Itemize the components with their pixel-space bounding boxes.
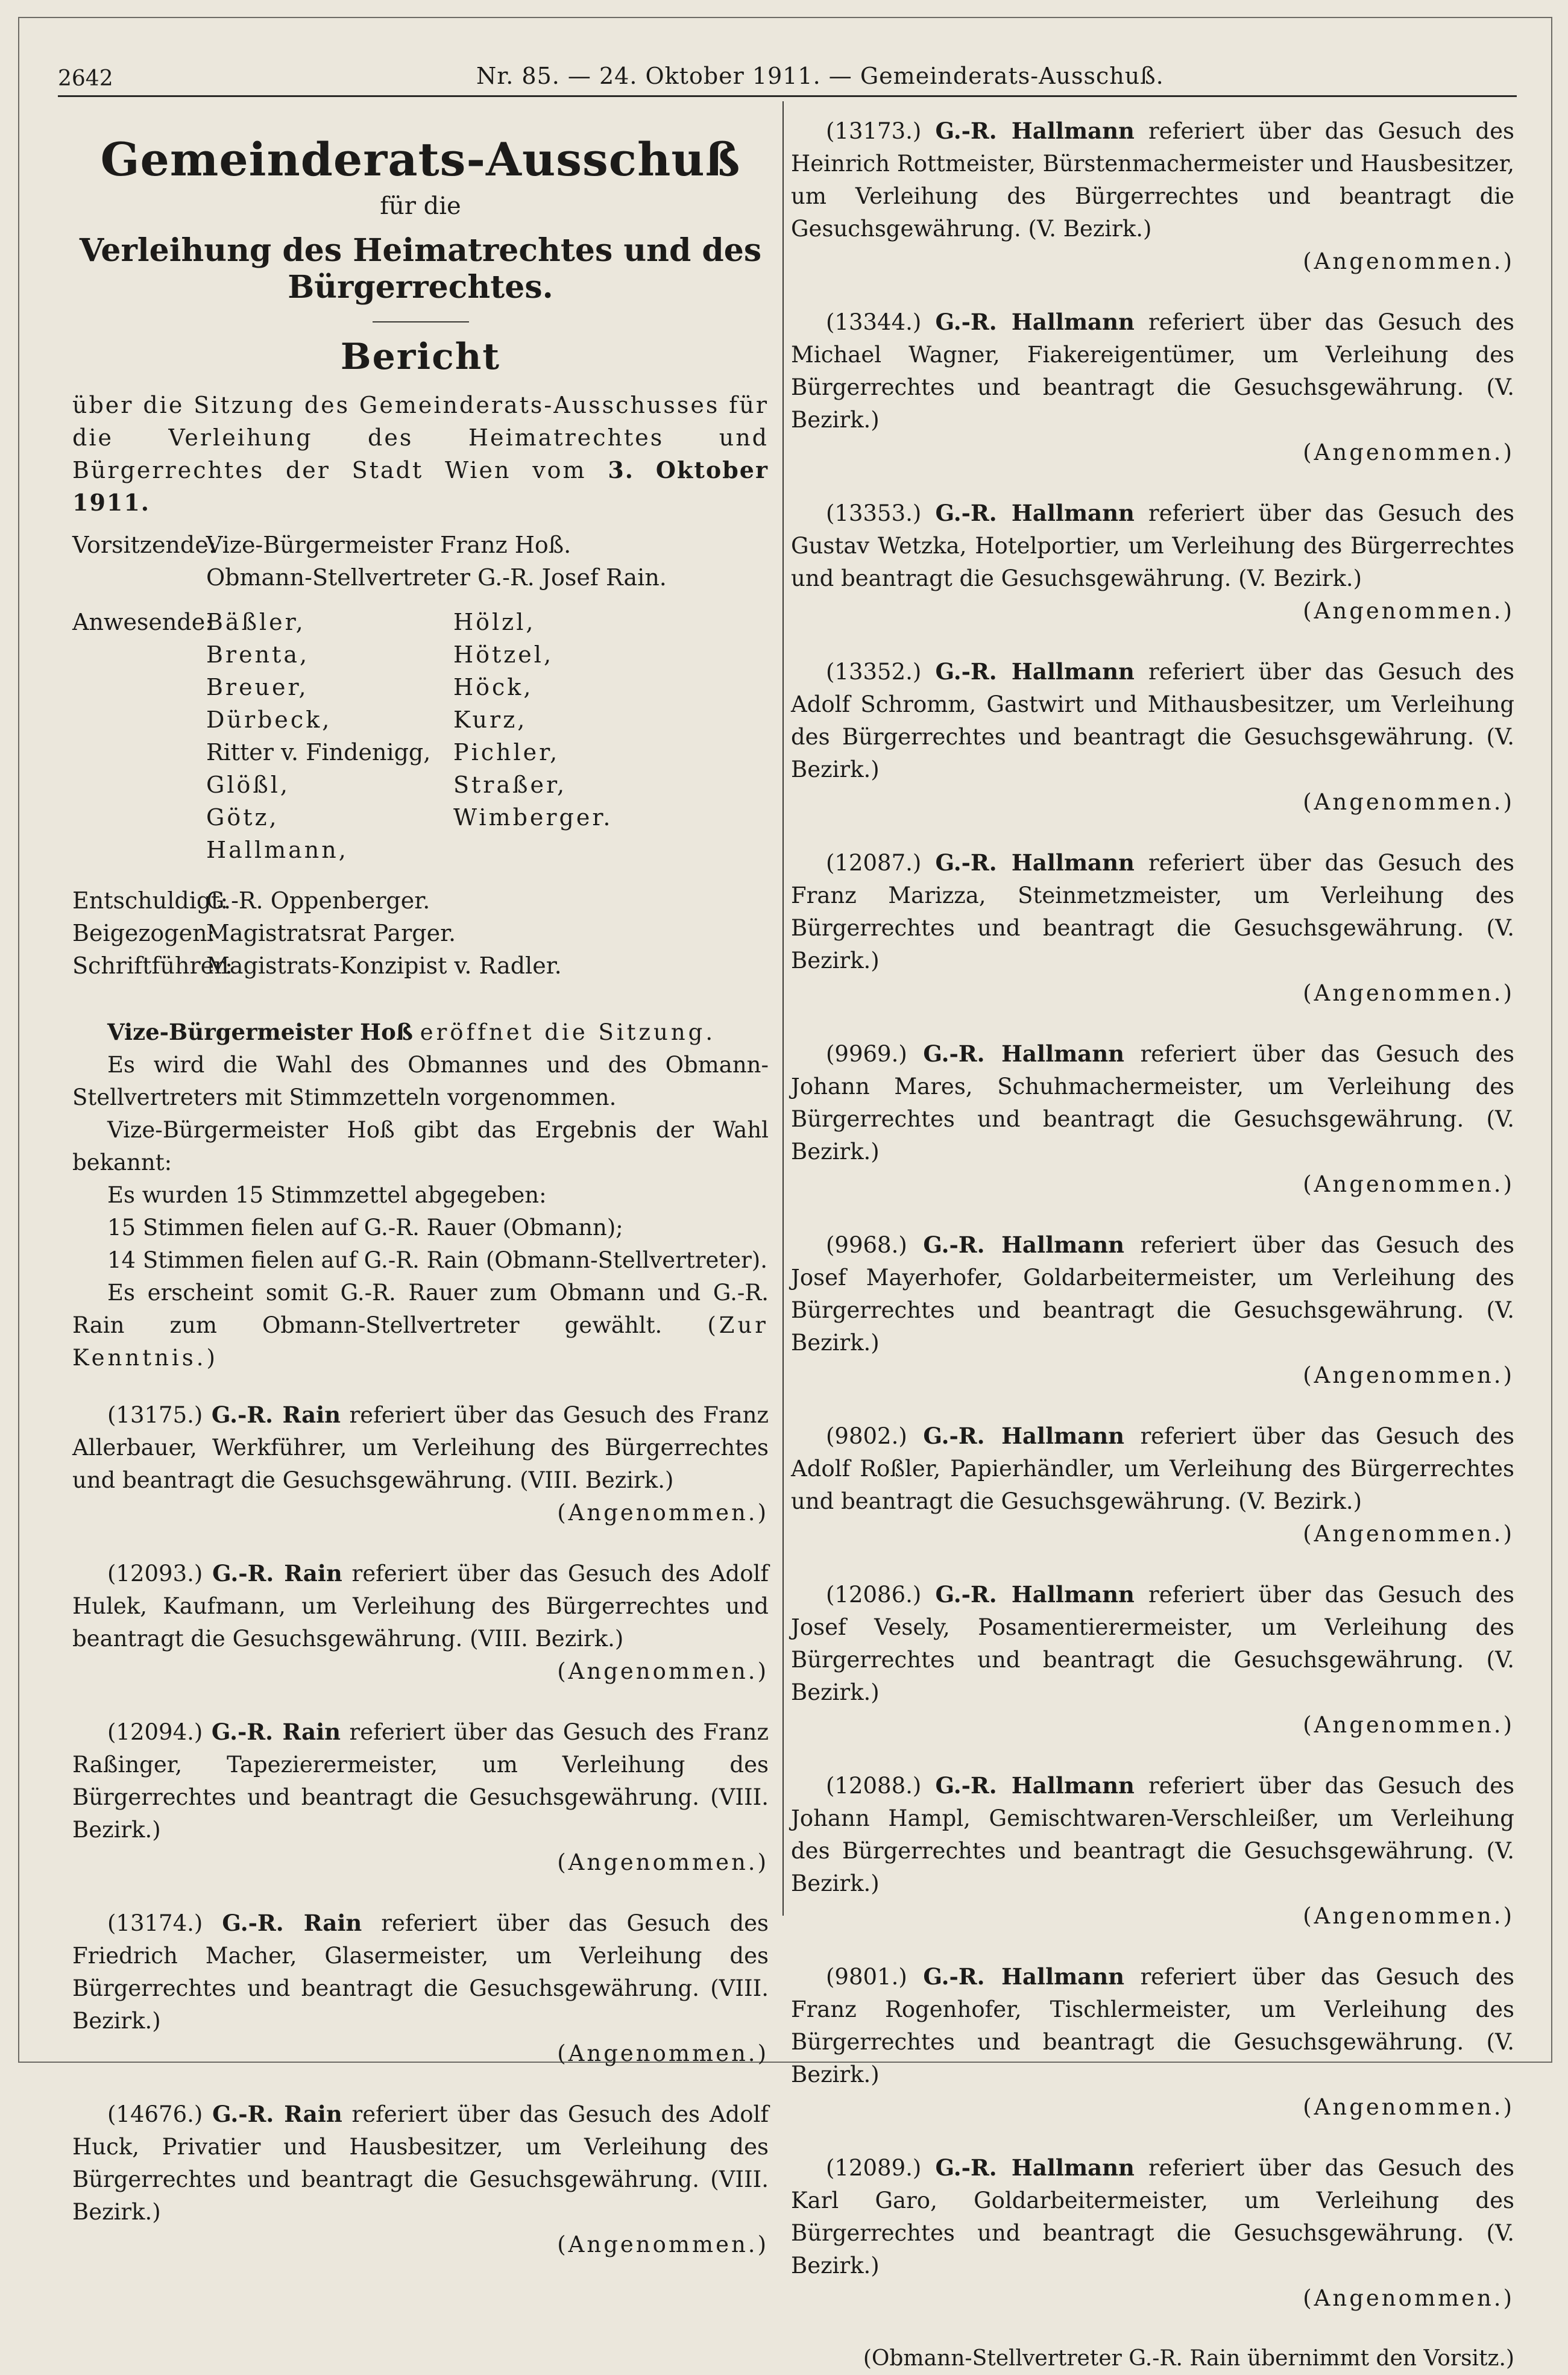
attendee: Wimberger. — [453, 804, 613, 831]
petition-body: referiert über das Gesuch des Gustav Wetzka, Hotelportier, um Verleihung des Bürgerrechtes und beantragt die Gesuchsgewährung. (V. Bezirk.) — [791, 500, 1515, 591]
petition-text — [791, 1037, 1514, 1168]
petition-entry — [72, 1716, 769, 1879]
consulted-value: Magistratsrat Parger. — [206, 920, 456, 946]
verdict: (Angenommen.) — [1303, 248, 1514, 274]
reporter-name: G.-R. Hallmann — [935, 658, 1135, 685]
petition-number: (13173.) — [826, 118, 922, 144]
petition-number: (9801.) — [826, 1964, 907, 1990]
left-entries — [72, 1398, 769, 2261]
petition-body: referiert über das Gesuch des Josef Vesely, Posamentierermeister, um Verleihung des Bürgerrechtes und beantragt die Gesuchsgewährung. (V. Bezirk.) — [791, 1582, 1515, 1705]
verdict: (Angenommen.) — [557, 1500, 769, 1526]
petition-text — [791, 306, 1514, 436]
petition-body: referiert über das Gesuch des Adolf Huck, Privatier und Hausbesitzer, um Verleihung des Bürgerrechtes und beantragt die Gesuchsgewährung. (VIII. Bezirk.) — [72, 2101, 769, 2225]
attendee: Hötzel, — [453, 641, 554, 668]
petition-body: referiert über das Gesuch des Adolf Hulek, Kaufmann, um Verleihung des Bürgerrechtes und beantragt die Gesuchsgewährung. (VIII. Bezirk.) — [72, 1561, 769, 1652]
right-entries — [791, 115, 1514, 2315]
reporter-name: G.-R. Rain — [211, 1401, 341, 1428]
petition-text — [72, 1907, 769, 2037]
opening-statement — [72, 1016, 769, 1049]
attendee: Breuer, — [206, 674, 309, 700]
secretary-label: Schriftführer: — [72, 952, 233, 979]
petition-entry — [72, 2098, 769, 2261]
petition-body: referiert über das Gesuch des Adolf Schromm, Gastwirt und Mithausbesitzer, um Verleihung des Bürgerrechtes und beantragt die Gesuchsgewährung. (V. Bezirk.) — [791, 659, 1515, 782]
chair-line — [72, 529, 769, 561]
title-rule — [373, 321, 469, 322]
attendee: Hallmann, — [206, 837, 348, 863]
petition-text — [72, 1398, 769, 1497]
consulted-line — [72, 917, 769, 949]
petition-number: (12088.) — [826, 1773, 922, 1799]
chair-name-2: Obmann-Stellvertreter G.-R. Josef Rain. — [206, 564, 667, 591]
petition-number: (12089.) — [826, 2155, 922, 2181]
verdict: (Angenommen.) — [557, 1849, 769, 1875]
petition-text — [72, 1557, 769, 1655]
verdict: (Angenommen.) — [557, 1658, 769, 1684]
verdict: (Angenommen.) — [557, 2040, 769, 2066]
attendee: Götz, — [206, 804, 279, 831]
petition-text — [72, 2098, 769, 2229]
petition-body: referiert über das Gesuch des Michael Wagner, Fiakereigentümer, um Verleihung des Bürgerrechtes und beantragt die Gesuchsgewährung. (V. Bezirk.) — [791, 309, 1515, 433]
petition-entry — [791, 1960, 1514, 2124]
column-divider — [782, 101, 784, 1916]
reporter-name: G.-R. Hallmann — [923, 1232, 1125, 1258]
reporter-name: G.-R. Hallmann — [935, 500, 1135, 526]
attendee: Ritter v. Findenigg, — [206, 739, 431, 766]
petition-text — [791, 846, 1514, 977]
petition-entry — [791, 1420, 1514, 1550]
petition-text — [791, 1960, 1514, 2091]
secretary-value: Magistrats-Konzipist v. Radler. — [206, 952, 562, 979]
reporter-name: G.-R. Hallmann — [935, 1772, 1135, 1799]
petition-entry — [791, 2151, 1514, 2315]
election-result-text: Es erscheint somit G.-R. Rauer zum Obmann und G.-R. Rain zum Obmann-Stellvertreter gewählt. — [72, 1280, 769, 1338]
verdict: (Angenommen.) — [557, 2232, 769, 2257]
verdict: (Angenommen.) — [1303, 1903, 1514, 1929]
petition-text — [72, 1716, 769, 1846]
petition-number: (14676.) — [107, 2101, 203, 2127]
petition-body: referiert über das Gesuch des Franz Rogenhofer, Tischlermeister, um Verleihung des Bürgerrechtes und beantragt die Gesuchsgewährung. (V. Bezirk.) — [791, 1964, 1514, 2087]
reporter-name: G.-R. Hallmann — [935, 309, 1135, 335]
report-intro — [72, 389, 769, 519]
reporter-name: G.-R. Hallmann — [923, 1963, 1125, 1990]
page-number: 2642 — [58, 66, 113, 91]
petition-number: (9802.) — [826, 1423, 907, 1449]
petition-entry — [791, 1769, 1514, 1933]
petition-number: (13353.) — [826, 500, 922, 526]
votes-deputy: 14 Stimmen fielen auf G.-R. Rain (Obmann-Stellvertreter). — [107, 1247, 767, 1273]
petition-number: (12087.) — [826, 850, 922, 876]
title-subject: Verleihung des Heimatrechtes und des Bürgerrechtes. — [79, 232, 762, 306]
petition-number: (12093.) — [107, 1561, 203, 1587]
petition-number: (13174.) — [107, 1910, 203, 1936]
petition-text — [791, 1578, 1514, 1709]
verdict: (Angenommen.) — [1303, 980, 1514, 1006]
petition-number: (12086.) — [826, 1582, 922, 1608]
attendee: Bäßler, — [206, 609, 306, 635]
petition-body: referiert über das Gesuch des Johann Hampl, Gemischtwaren-Verschleißer, um Verleihung des Bürgerrechtes und beantragt die Gesuchsgewährung. (V. Bezirk.) — [791, 1773, 1515, 1896]
votes-chair: 15 Stimmen fielen auf G.-R. Rauer (Obmann); — [107, 1215, 623, 1241]
attendee: Hölzl, — [453, 609, 536, 635]
petition-text — [791, 2151, 1514, 2282]
running-title: Nr. 85. — 24. Oktober 1911. — Gemeinderats-Ausschuß. — [476, 63, 1164, 89]
petition-entry — [791, 655, 1514, 819]
petition-text — [791, 1769, 1514, 1900]
verdict: (Angenommen.) — [1303, 2094, 1514, 2120]
petition-entry — [791, 846, 1514, 1010]
attendance-list — [72, 606, 769, 866]
verdict: (Angenommen.) — [1303, 2285, 1514, 2311]
petition-text — [791, 115, 1514, 245]
excused-line — [72, 884, 769, 917]
chair-label: Vorsitzende: — [72, 532, 216, 558]
chair-name-1: Vize-Bürgermeister Franz Hoß. — [206, 532, 571, 558]
election-result — [72, 1277, 769, 1374]
petition-entry — [72, 1398, 769, 1529]
reporter-name: G.-R. Hallmann — [923, 1423, 1125, 1449]
opening-speaker: Vize-Bürgermeister Hoß — [107, 1019, 413, 1045]
reporter-name: G.-R. Hallmann — [923, 1040, 1125, 1067]
reporter-name: G.-R. Hallmann — [935, 118, 1135, 144]
title-connector: für die — [380, 192, 461, 220]
petition-text — [791, 497, 1514, 595]
attendee: Brenta, — [206, 641, 310, 668]
petition-body: referiert über das Gesuch des Adolf Roßler, Papierhändler, um Verleihung des Bürgerrechtes und beantragt die Gesuchsgewährung. (V. Bezirk.) — [791, 1423, 1514, 1514]
excused-label: Entschuldigt: — [72, 887, 228, 914]
reporter-name: G.-R. Rain — [222, 1910, 362, 1936]
excused-value: G.-R. Oppenberger. — [206, 887, 430, 914]
petition-entry — [791, 306, 1514, 469]
election-paragraph: Es wird die Wahl des Obmannes und des Obmann-Stellvertreters mit Stimmzetteln vorgenommen. — [72, 1052, 769, 1110]
right-column — [791, 115, 1514, 2375]
reporter-name: G.-R. Hallmann — [935, 2154, 1135, 2181]
secretary-line — [72, 949, 769, 982]
petition-body: referiert über das Gesuch des Friedrich Macher, Glasermeister, um Verleihung des Bürgerrechtes und beantragt die Gesuchsgewährung. (VIII. Bezirk.) — [72, 1910, 769, 2034]
attendee: Dürbeck, — [206, 706, 332, 733]
petition-number: (13344.) — [826, 309, 922, 335]
petition-entry — [72, 1907, 769, 2070]
reporter-name: G.-R. Rain — [212, 2101, 342, 2127]
attendee: Höck, — [453, 674, 534, 700]
election-result-verdict: (Zur Kenntnis.) — [72, 1312, 769, 1371]
attendance-col-left — [206, 606, 453, 866]
verdict: (Angenommen.) — [1303, 1712, 1514, 1738]
reporter-name: G.-R. Hallmann — [935, 849, 1135, 876]
attendance-label: Anwesende: — [72, 609, 213, 635]
petition-body: referiert über das Gesuch des Franz Raßinger, Tapezierermeister, um Verleihung des Bürgerrechtes und beantragt die Gesuchsgewährung. (VIII. Bezirk.) — [72, 1719, 769, 1843]
verdict: (Angenommen.) — [1303, 789, 1514, 815]
petition-entry — [791, 497, 1514, 628]
verdict: (Angenommen.) — [1303, 439, 1514, 465]
petition-text — [791, 1420, 1514, 1518]
verdict: (Angenommen.) — [1303, 1362, 1514, 1388]
attendee: Glößl, — [206, 772, 291, 798]
petition-entry — [791, 1578, 1514, 1741]
attendee: Pichler, — [453, 739, 560, 766]
left-column — [72, 115, 769, 2289]
petition-number: (9969.) — [826, 1041, 907, 1067]
consulted-label: Beigezogen: — [72, 920, 215, 946]
petition-body: referiert über das Gesuch des Josef Mayerhofer, Goldarbeitermeister, um Verleihung des Bürgerrechtes und beantragt die Gesuchsgewährung. (V. Bezirk.) — [791, 1232, 1514, 1356]
attendee: Kurz, — [453, 706, 527, 733]
report-intro-text: über die Sitzung des Gemeinderats-Ausschusses für die Verleihung des Heimatrechtes und Bürgerrechtes der Stadt Wien vom — [72, 392, 769, 483]
petition-number: (9968.) — [826, 1232, 907, 1258]
verdict: (Angenommen.) — [1303, 1171, 1514, 1197]
closing-note: (Obmann-Stellvertreter G.-R. Rain übernimmt den Vorsitz.) — [863, 2346, 1514, 2371]
reporter-name: G.-R. Rain — [211, 1719, 341, 1745]
verdict: (Angenommen.) — [1303, 1521, 1514, 1547]
running-header — [0, 48, 1568, 90]
reporter-name: G.-R. Rain — [212, 1560, 342, 1587]
petition-body: referiert über das Gesuch des Franz Allerbauer, Werkführer, um Verleihung des Bürgerrechtes und beantragt die Gesuchsgewährung. (VIII. Bezirk.) — [72, 1402, 769, 1493]
petition-body: referiert über das Gesuch des Heinrich Rottmeister, Bürstenmachermeister und Hausbesitzer, um Verleihung des Bürgerrechtes und beantragt die Gesuchsgewährung. (V. Bezirk.) — [791, 118, 1515, 242]
petition-body: referiert über das Gesuch des Franz Marizza, Steinmetzmeister, um Verleihung des Bürgerrechtes und beantragt die Gesuchsgewährung. (V. Bezirk.) — [791, 850, 1515, 974]
opening-text: eröffnet die Sitzung. — [420, 1019, 716, 1045]
reporter-name: G.-R. Hallmann — [935, 1581, 1135, 1608]
header-rule — [58, 95, 1517, 97]
petition-entry — [791, 1037, 1514, 1201]
petition-body: referiert über das Gesuch des Johann Mares, Schuhmachermeister, um Verleihung des Bürgerrechtes und beantragt die Gesuchsgewährung. (V. Bezirk.) — [791, 1041, 1514, 1165]
petition-entry — [791, 1228, 1514, 1392]
petition-number: (13352.) — [826, 659, 922, 685]
petition-text — [791, 655, 1514, 786]
verdict: (Angenommen.) — [1303, 598, 1514, 624]
petition-number: (12094.) — [107, 1719, 203, 1745]
session-date: 3. Oktober 1911. — [72, 456, 769, 516]
petition-entry — [72, 1557, 769, 1688]
document-title: Gemeinderats-Ausschuß — [100, 133, 741, 186]
petition-number: (13175.) — [107, 1402, 203, 1428]
report-heading: Bericht — [340, 336, 501, 378]
petition-entry — [791, 115, 1514, 278]
petition-text — [791, 1228, 1514, 1359]
petition-body: referiert über das Gesuch des Karl Garo, Goldarbeitermeister, um Verleihung des Bürgerrechtes und beantragt die Gesuchsgewährung. (V. Bezirk.) — [791, 2155, 1515, 2279]
ballot-count: Es wurden 15 Stimmzettel abgegeben: — [107, 1182, 547, 1208]
attendee: Straßer, — [453, 772, 567, 798]
result-announcement: Vize-Bürgermeister Hoß gibt das Ergebnis der Wahl bekannt: — [72, 1117, 769, 1175]
attendance-col-right — [453, 606, 731, 866]
